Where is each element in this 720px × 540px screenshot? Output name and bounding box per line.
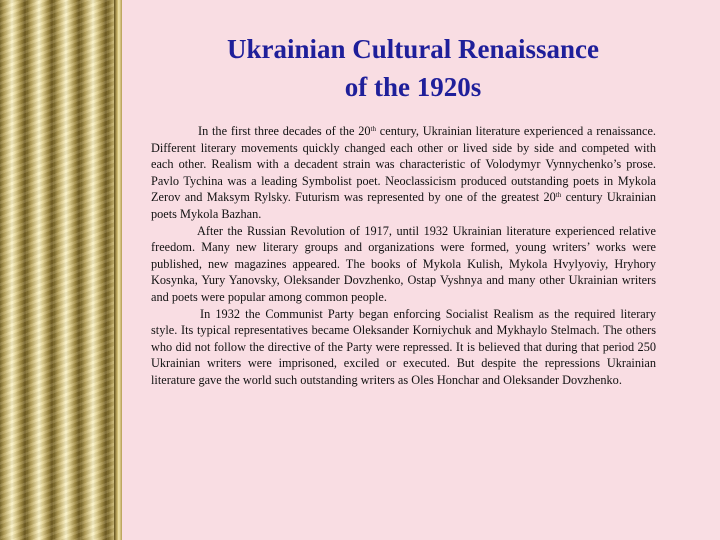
p1-superscript-1: th <box>370 125 377 133</box>
title-line-1: Ukrainian Cultural Renaissance <box>226 34 600 64</box>
gold-border-edge <box>114 0 122 540</box>
title-line-2: of the 1920s <box>344 72 482 102</box>
p1-superscript-2: th <box>555 191 562 200</box>
p1-text-c: century Ukrainian poets Mykola Bazhan. <box>151 190 656 221</box>
slide-body <box>151 123 656 389</box>
paragraph-3: In 1932 the Communist Party began enforcing Socialist Realism as the required literary style. Its typical representatives became Oleksander Korniychuk and Mykhaylo Stelmach. The others who did not follow the directive of the Party were repressed. It is believed that during that period 250 Ukrainian writers were imprisoned, exciled or executed. But despite the repressions Ukrainian literature gave the world such outstanding writers as Oles Honchar and Oleksander Dovzhenko. <box>151 306 656 387</box>
p1-text-a: In the first three decades of the 20 <box>198 124 371 138</box>
slide-title <box>150 30 676 106</box>
decorative-gold-border <box>0 0 122 540</box>
p1-text-b: century, Ukrainian literature experienced a renaissance. Different literary movements quickly changed each other or lived side by side and competed with each other. Realism with a decadent strain was characteristic of Volodymyr Vynnychenko’s prose. Pavlo Tychina was a leading Symbolist poet. Neoclassicism produced outstanding poets in Mykola Zerov and Maksym Rylsky. Futurism was represented by one of the greatest 20 <box>151 124 656 205</box>
paragraph-1 <box>151 123 656 223</box>
paragraph-2: After the Russian Revolution of 1917, until 1932 Ukrainian literature experienced relative freedom. Many new literary groups and organizations were formed, young writers’ works were published, new magazines appeared. The books of Mykola Kulish, Mykola Hvylyoviy, Hryhory Kosynka, Yury Yanovsky, Oleksander Dovzhenko, Ostap Vyshnya and many other Ukrainian writers and poets were popular among common people. <box>151 223 656 304</box>
